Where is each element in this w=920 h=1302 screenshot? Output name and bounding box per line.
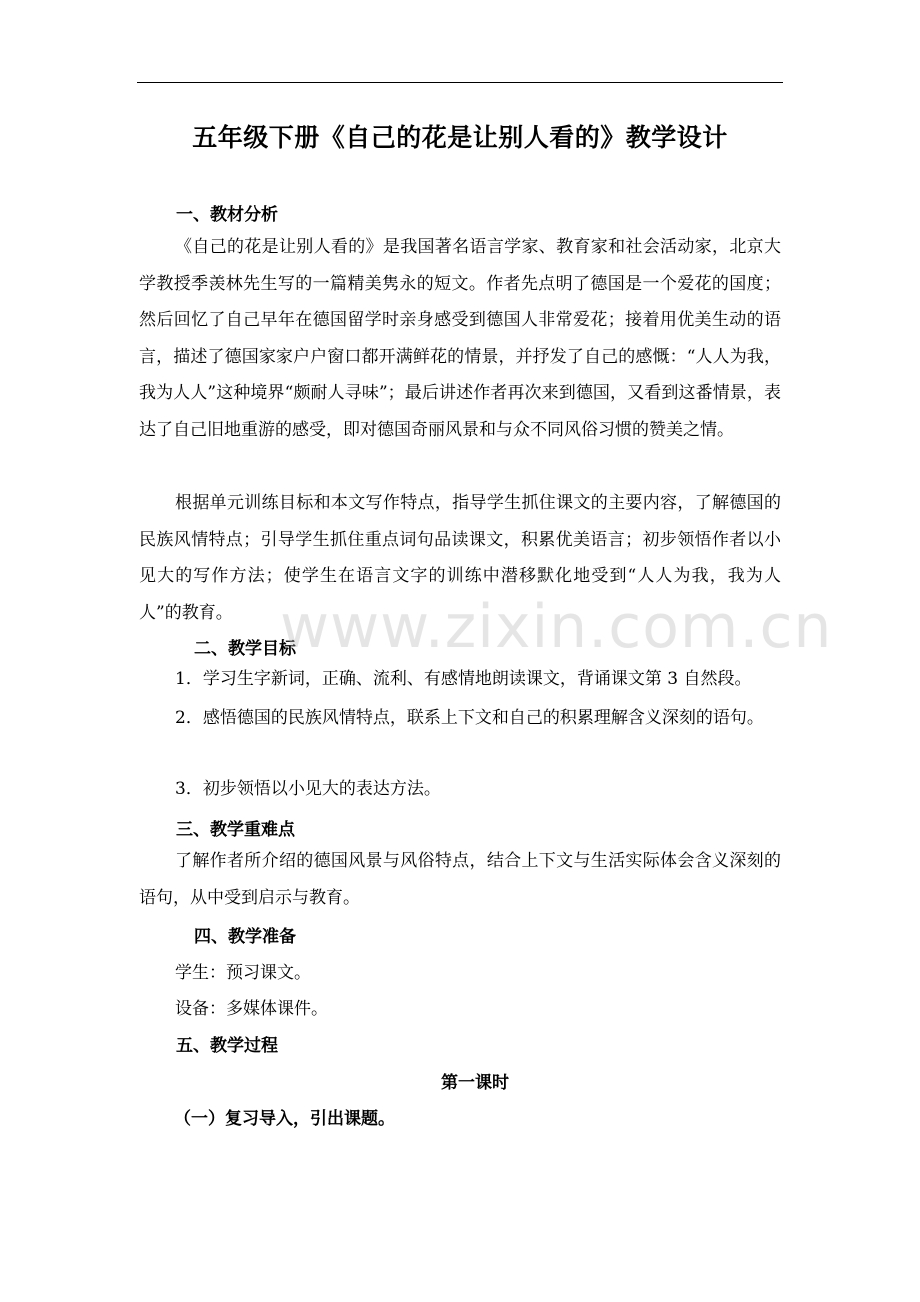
- section-heading-4: 四、教学准备: [194, 927, 296, 947]
- section-heading-5: 五、教学过程: [176, 1036, 278, 1056]
- watermark: www.zixin.com.cn: [280, 592, 833, 662]
- header-rule: [137, 82, 783, 83]
- prep-student: 学生：预习课文。: [175, 963, 311, 983]
- section-heading-3: 三、教学重难点: [176, 820, 295, 840]
- paragraph-analysis-2: 根据单元训练目标和本文写作特点，指导学生抓住课文的主要内容，了解德国的民族风情特点；引导学生抓住重点词句品读课文，积累优美语言；初步领悟作者以小见大的写作方法；使学生在语言文字的训练中潜移默化地受到“人人为我，我为人人”的教育。: [139, 493, 781, 623]
- objective-item-3: 3．初步领悟以小见大的表达方法。: [175, 779, 441, 799]
- lesson-heading: 第一课时: [441, 1073, 509, 1093]
- section-heading-2: 二、教学目标: [194, 639, 296, 659]
- section-heading-1: 一、教材分析: [176, 205, 278, 225]
- paragraph-key-points: 了解作者所介绍的德国风景与风俗特点，结合上下文与生活实际体会含义深刻的语句，从中受到启示与教育。: [139, 851, 781, 908]
- paragraph-analysis-1: 《自己的花是让别人看的》是我国著名语言学家、教育家和社会活动家，北京大学教授季羡林先生写的一篇精美隽永的短文。作者先点明了德国是一个爱花的国度；然后回忆了自己早年在德国留学时亲身感受到德国人非常爱花；接着用优美生动的语言，描述了德国家家户户窗口都开满鲜花的情景，并抒发了自己的感慨：“人人为我，我为人人”这种境界“颇耐人寻味”；最后讲述作者再次来到德国，又看到这番情景，表达了自己旧地重游的感受，即对德国奇丽风景和与众不同风俗习惯的赞美之情。: [139, 237, 781, 440]
- objective-item-1: 1．学习生字新词，正确、流利、有感情地朗读课文，背诵课文第 3 自然段。: [175, 669, 752, 689]
- document-title: 五年级下册《自己的花是让别人看的》教学设计: [192, 123, 728, 152]
- objective-item-2: 2．感悟德国的民族风情特点，联系上下文和自己的积累理解含义深刻的语句。: [175, 708, 764, 728]
- prep-equipment: 设备：多媒体课件。: [175, 999, 328, 1019]
- sub-heading-review: （一）复习导入，引出课题。: [174, 1109, 395, 1129]
